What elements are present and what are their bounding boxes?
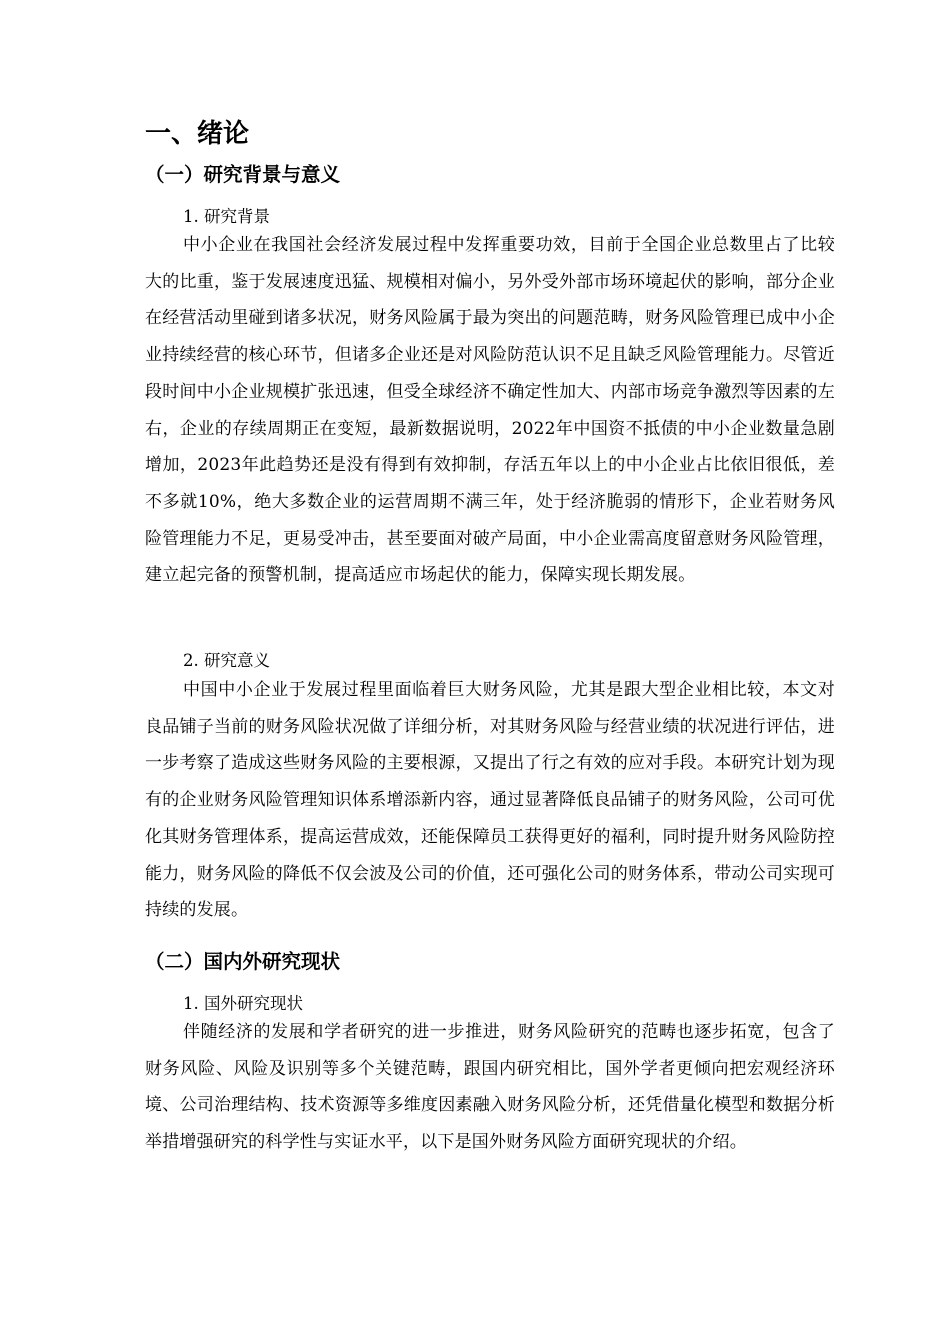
subsection-title-foreign-research: 1. 国外研究现状 (183, 994, 303, 1013)
chapter-title: 一、绪论 (145, 119, 250, 149)
section-title-research-status: （二）国内外研究现状 (145, 950, 341, 973)
paragraph-background: 中小企业在我国社会经济发展过程中发挥重要功效，目前于全国企业总数里占了比较大的比重，鉴于发展速度迅猛、规模相对偏小，另外受外部市场环境起伏的影响，部分企业在经营活动里碰到诸多状况，财务风险属于最为突出的问题范畴，财务风险管理已成中小企业持续经营的核心环节，但诸多企业还是对风险防范认识不足且缺乏风险管理能力。尽管近段时间中小企业规模扩张迅速，但受全球经济不确定性加大、内部市场竞争激烈等因素的左右，企业的存续周期正在变短，最新数据说明，2022年中国资不抵债的中小企业数量急剧增加，2023年此趋势还是没有得到有效抑制，存活五年以上的中小企业占比依旧很低，差不多就10%，绝大多数企业的运营周期不满三年，处于经济脆弱的情形下，企业若财务风险管理能力不足，更易受冲击，甚至要面对破产局面，中小企业需高度留意财务风险管理，建立起完备的预警机制，提高适应市场起伏的能力，保障实现长期发展。 (145, 235, 835, 586)
subsection-title-significance: 2. 研究意义 (183, 651, 270, 670)
section-title-background: （一）研究背景与意义 (145, 163, 341, 186)
subsection-title-background: 1. 研究背景 (183, 207, 270, 226)
paragraph-foreign-research: 伴随经济的发展和学者研究的进一步推进，财务风险研究的范畴也逐步拓宽，包含了财务风险、风险及识别等多个关键范畴，跟国内研究相比，国外学者更倾向把宏观经济环境、公司治理结构、技术资源等多维度因素融入财务风险分析，还凭借量化模型和数据分析举措增强研究的科学性与实证水平，以下是国外财务风险方面研究现状的介绍。 (145, 1022, 835, 1153)
paragraph-significance: 中国中小企业于发展过程里面临着巨大财务风险，尤其是跟大型企业相比较，本文对良品铺子当前的财务风险状况做了详细分析，对其财务风险与经营业绩的状况进行评估，进一步考察了造成这些财务风险的主要根源，又提出了行之有效的应对手段。本研究计划为现有的企业财务风险管理知识体系增添新内容，通过显著降低良品铺子的财务风险，公司可优化其财务管理体系，提高运营成效，还能保障员工获得更好的福利，同时提升财务风险防控能力，财务风险的降低不仅会波及公司的价值，还可强化公司的财务体系，带动公司实现可持续的发展。 (145, 680, 835, 921)
